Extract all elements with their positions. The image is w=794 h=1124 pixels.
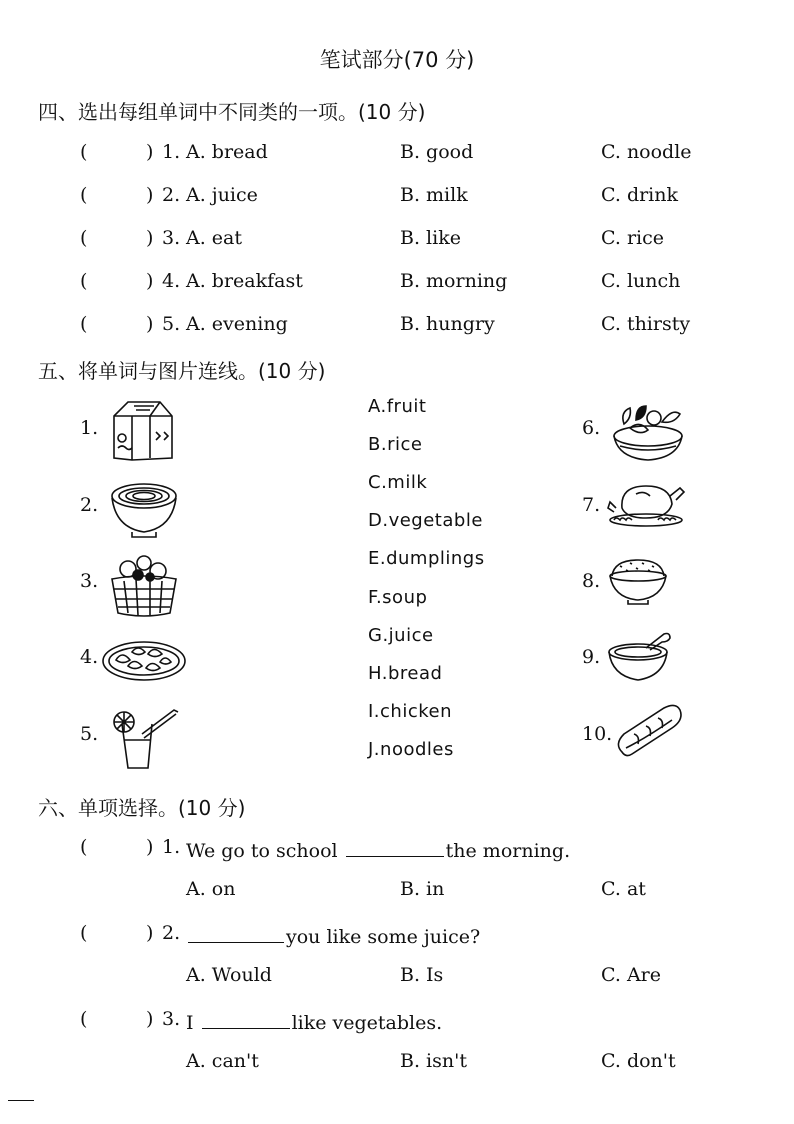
match-word[interactable]: B.rice: [368, 434, 423, 455]
answer-paren-close: ): [146, 270, 154, 292]
sentence-end: you like some juice?: [286, 926, 481, 948]
question-number: 5.: [162, 313, 181, 335]
fruit-basket-icon[interactable]: [106, 553, 182, 619]
question-row: [80, 836, 740, 866]
option-a: A. evening: [186, 313, 288, 335]
match-word[interactable]: J.noodles: [368, 739, 454, 760]
match-word[interactable]: C.milk: [368, 472, 428, 493]
answer-paren-open[interactable]: (: [80, 141, 88, 163]
question-row: [80, 184, 740, 214]
question-sentence: [186, 922, 480, 948]
option-b: B. Is: [400, 964, 444, 986]
answer-paren-close: ): [146, 1008, 154, 1030]
answer-paren-open[interactable]: (: [80, 836, 88, 858]
question-row: [80, 141, 740, 171]
section-6-heading: 六、单项选择。(10 分): [38, 796, 246, 820]
rice-bowl-icon[interactable]: [606, 556, 670, 606]
option-a: A. eat: [186, 227, 243, 249]
options-row: [80, 964, 740, 994]
option-a: A. juice: [186, 184, 258, 206]
soup-bowl-icon[interactable]: [606, 630, 674, 684]
answer-paren-close: ): [146, 141, 154, 163]
vegetable-basket-icon[interactable]: [610, 402, 686, 464]
answer-paren-open[interactable]: (: [80, 184, 88, 206]
match-word[interactable]: D.vegetable: [368, 510, 483, 531]
answer-paren-open[interactable]: (: [80, 227, 88, 249]
option-c: C. thirsty: [601, 313, 691, 335]
question-number: 2.: [162, 184, 181, 206]
sentence-start: I: [186, 1012, 194, 1034]
answer-paren-open[interactable]: (: [80, 922, 88, 944]
option-a: A. breakfast: [186, 270, 303, 292]
question-number: 4.: [162, 270, 181, 292]
question-sentence: [186, 1008, 442, 1034]
option-c: C. drink: [601, 184, 679, 206]
noodle-bowl-icon[interactable]: [108, 480, 180, 540]
answer-blank[interactable]: [202, 1008, 290, 1029]
picture-number: 3.: [80, 570, 99, 592]
picture-number: 6.: [582, 417, 601, 439]
juice-glass-icon[interactable]: [108, 704, 182, 772]
answer-paren-open[interactable]: (: [80, 313, 88, 335]
picture-number: 8.: [582, 570, 601, 592]
section-5-heading: 五、将单词与图片连线。(10 分): [38, 359, 326, 383]
option-b: B. in: [400, 878, 445, 900]
option-a: A. can't: [186, 1050, 259, 1072]
option-b: B. good: [400, 141, 474, 163]
answer-paren-close: ): [146, 836, 154, 858]
sentence-start: We go to school: [186, 840, 338, 862]
question-number: 3.: [162, 1008, 181, 1030]
option-b: B. like: [400, 227, 461, 249]
section-4-heading: 四、选出每组单词中不同类的一项。(10 分): [38, 100, 426, 124]
question-row: [80, 270, 740, 300]
match-word[interactable]: H.bread: [368, 663, 443, 684]
question-row: [80, 1008, 740, 1038]
footer-rule: [8, 1100, 34, 1101]
option-a: A. bread: [186, 141, 268, 163]
match-word[interactable]: F.soup: [368, 587, 428, 608]
dumplings-plate-icon[interactable]: [100, 638, 188, 684]
option-c: C. at: [601, 878, 646, 900]
answer-blank[interactable]: [188, 922, 284, 943]
options-row: [80, 1050, 740, 1080]
roast-chicken-icon[interactable]: [606, 478, 686, 528]
option-a: A. Would: [186, 964, 272, 986]
page-title: 笔试部分(70 分): [319, 48, 475, 72]
picture-number: 1.: [80, 417, 99, 439]
match-word[interactable]: A.fruit: [368, 396, 427, 417]
match-word[interactable]: G.juice: [368, 625, 434, 646]
answer-paren-close: ): [146, 922, 154, 944]
question-row: [80, 313, 740, 343]
option-b: B. isn't: [400, 1050, 467, 1072]
question-number: 2.: [162, 922, 181, 944]
sentence-end: like vegetables.: [291, 1012, 443, 1034]
milk-carton-icon[interactable]: [106, 398, 178, 464]
option-c: C. Are: [601, 964, 661, 986]
question-sentence: [186, 836, 570, 862]
sentence-end: the morning.: [445, 840, 571, 862]
answer-paren-close: ): [146, 184, 154, 206]
match-word[interactable]: E.dumplings: [368, 548, 485, 569]
answer-paren-open[interactable]: (: [80, 1008, 88, 1030]
picture-number: 9.: [582, 646, 601, 668]
option-b: B. milk: [400, 184, 468, 206]
option-b: B. morning: [400, 270, 508, 292]
option-b: B. hungry: [400, 313, 495, 335]
picture-number: 5.: [80, 723, 99, 745]
picture-number: 7.: [582, 494, 601, 516]
picture-number: 2.: [80, 494, 99, 516]
question-row: [80, 922, 740, 952]
option-c: C. rice: [601, 227, 664, 249]
match-word[interactable]: I.chicken: [368, 701, 452, 722]
option-a: A. on: [186, 878, 236, 900]
options-row: [80, 878, 740, 908]
question-row: [80, 227, 740, 257]
question-number: 1.: [162, 141, 181, 163]
picture-number: 4.: [80, 646, 99, 668]
option-c: C. noodle: [601, 141, 692, 163]
answer-paren-open[interactable]: (: [80, 270, 88, 292]
picture-number: 10.: [582, 723, 613, 745]
answer-paren-close: ): [146, 227, 154, 249]
answer-blank[interactable]: [346, 836, 444, 857]
question-number: 1.: [162, 836, 181, 858]
option-c: C. don't: [601, 1050, 676, 1072]
question-number: 3.: [162, 227, 181, 249]
answer-paren-close: ): [146, 313, 154, 335]
option-c: C. lunch: [601, 270, 681, 292]
bread-loaf-icon[interactable]: [614, 702, 684, 758]
